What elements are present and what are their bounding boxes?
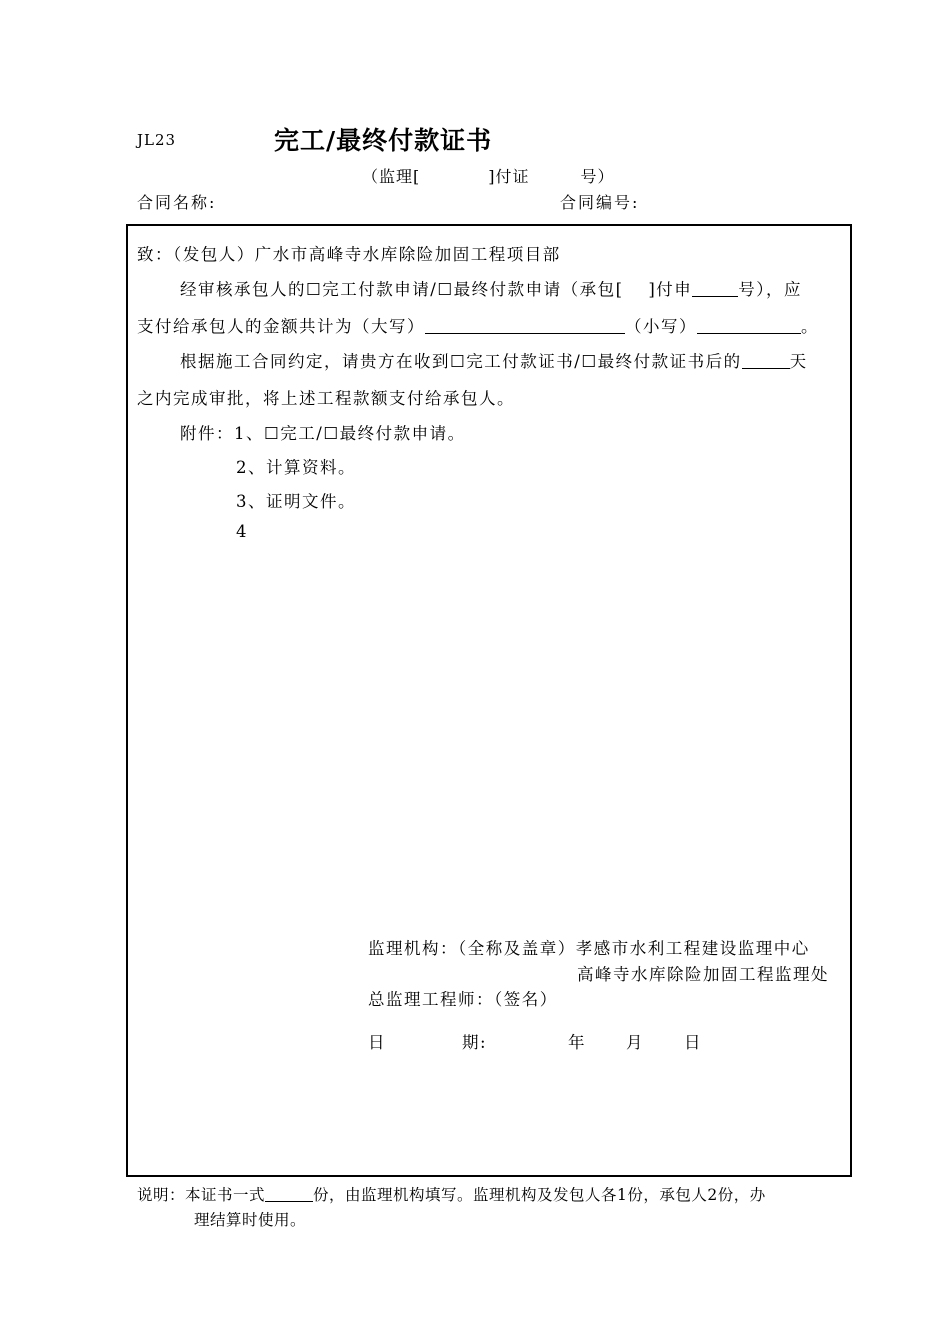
date-month: 月 xyxy=(626,1033,644,1052)
paragraph-3-end: 天 xyxy=(789,352,808,371)
page-title: 完工/最终付款证书 xyxy=(274,126,493,155)
supervision-org-line: 监理机构：（全称及盖章）孝感市水利工程建设监理中心 xyxy=(368,939,810,958)
copies-blank[interactable] xyxy=(265,1184,313,1202)
chief-engineer-signature-line: 总监理工程师：（签名） xyxy=(368,990,558,1009)
form-code: JL23 xyxy=(137,131,177,149)
attachment-4: 4 xyxy=(236,522,248,541)
footer-note-rest: 份，由监理机构填写。监理机构及发包人各1份，承包人2份，办 xyxy=(313,1186,766,1204)
paragraph-4: 之内完成审批，将上述工程款额支付给承包人。 xyxy=(137,389,515,408)
attachment-1: 附件：1、☐完工/☐最终付款申请。 xyxy=(180,424,466,443)
amount-uppercase-blank[interactable] xyxy=(425,316,625,334)
attachment-2: 2、计算资料。 xyxy=(236,458,356,477)
footer-note-continuation: 理结算时使用。 xyxy=(194,1211,307,1229)
paragraph-2-end: 。 xyxy=(801,317,819,336)
addressee-line: 致：（发包人）广水市高峰寺水库除险加固工程项目部 xyxy=(137,245,561,264)
date-label-ri: 日 xyxy=(368,1033,386,1052)
amount-lowercase-blank[interactable] xyxy=(697,316,801,334)
footer-note xyxy=(137,1183,766,1205)
footer-note-text: 说明：本证书一式 xyxy=(137,1186,266,1204)
paragraph-3-text: 根据施工合同约定，请贵方在收到☐完工付款证书/☐最终付款证书后的 xyxy=(180,352,742,371)
contract-name-label: 合同名称: xyxy=(137,193,217,212)
paragraph-1-end: 号），应 xyxy=(738,280,803,299)
date-label-qi: 期: xyxy=(462,1033,488,1052)
certificate-number-line: （监理[ ]付证 号） xyxy=(362,167,615,186)
paragraph-1 xyxy=(180,276,802,300)
amount-lowercase-label: （小写） xyxy=(625,317,697,336)
paragraph-3 xyxy=(180,348,808,372)
attachment-3: 3、证明文件。 xyxy=(236,492,356,511)
amount-uppercase-label: 支付给承包人的金额共计为（大写） xyxy=(137,317,425,336)
supervision-office-line: 高峰寺水库除险加固工程监理处 xyxy=(577,965,829,984)
paragraph-2 xyxy=(137,313,819,337)
application-number-blank[interactable] xyxy=(692,279,738,297)
paragraph-1-text: 经审核承包人的☐完工付款申请/☐最终付款申请（承包[ ]付申 xyxy=(180,280,693,299)
days-blank[interactable] xyxy=(742,351,790,369)
date-day: 日 xyxy=(684,1033,702,1052)
contract-number-label: 合同编号: xyxy=(560,193,640,212)
date-year: 年 xyxy=(568,1033,586,1052)
